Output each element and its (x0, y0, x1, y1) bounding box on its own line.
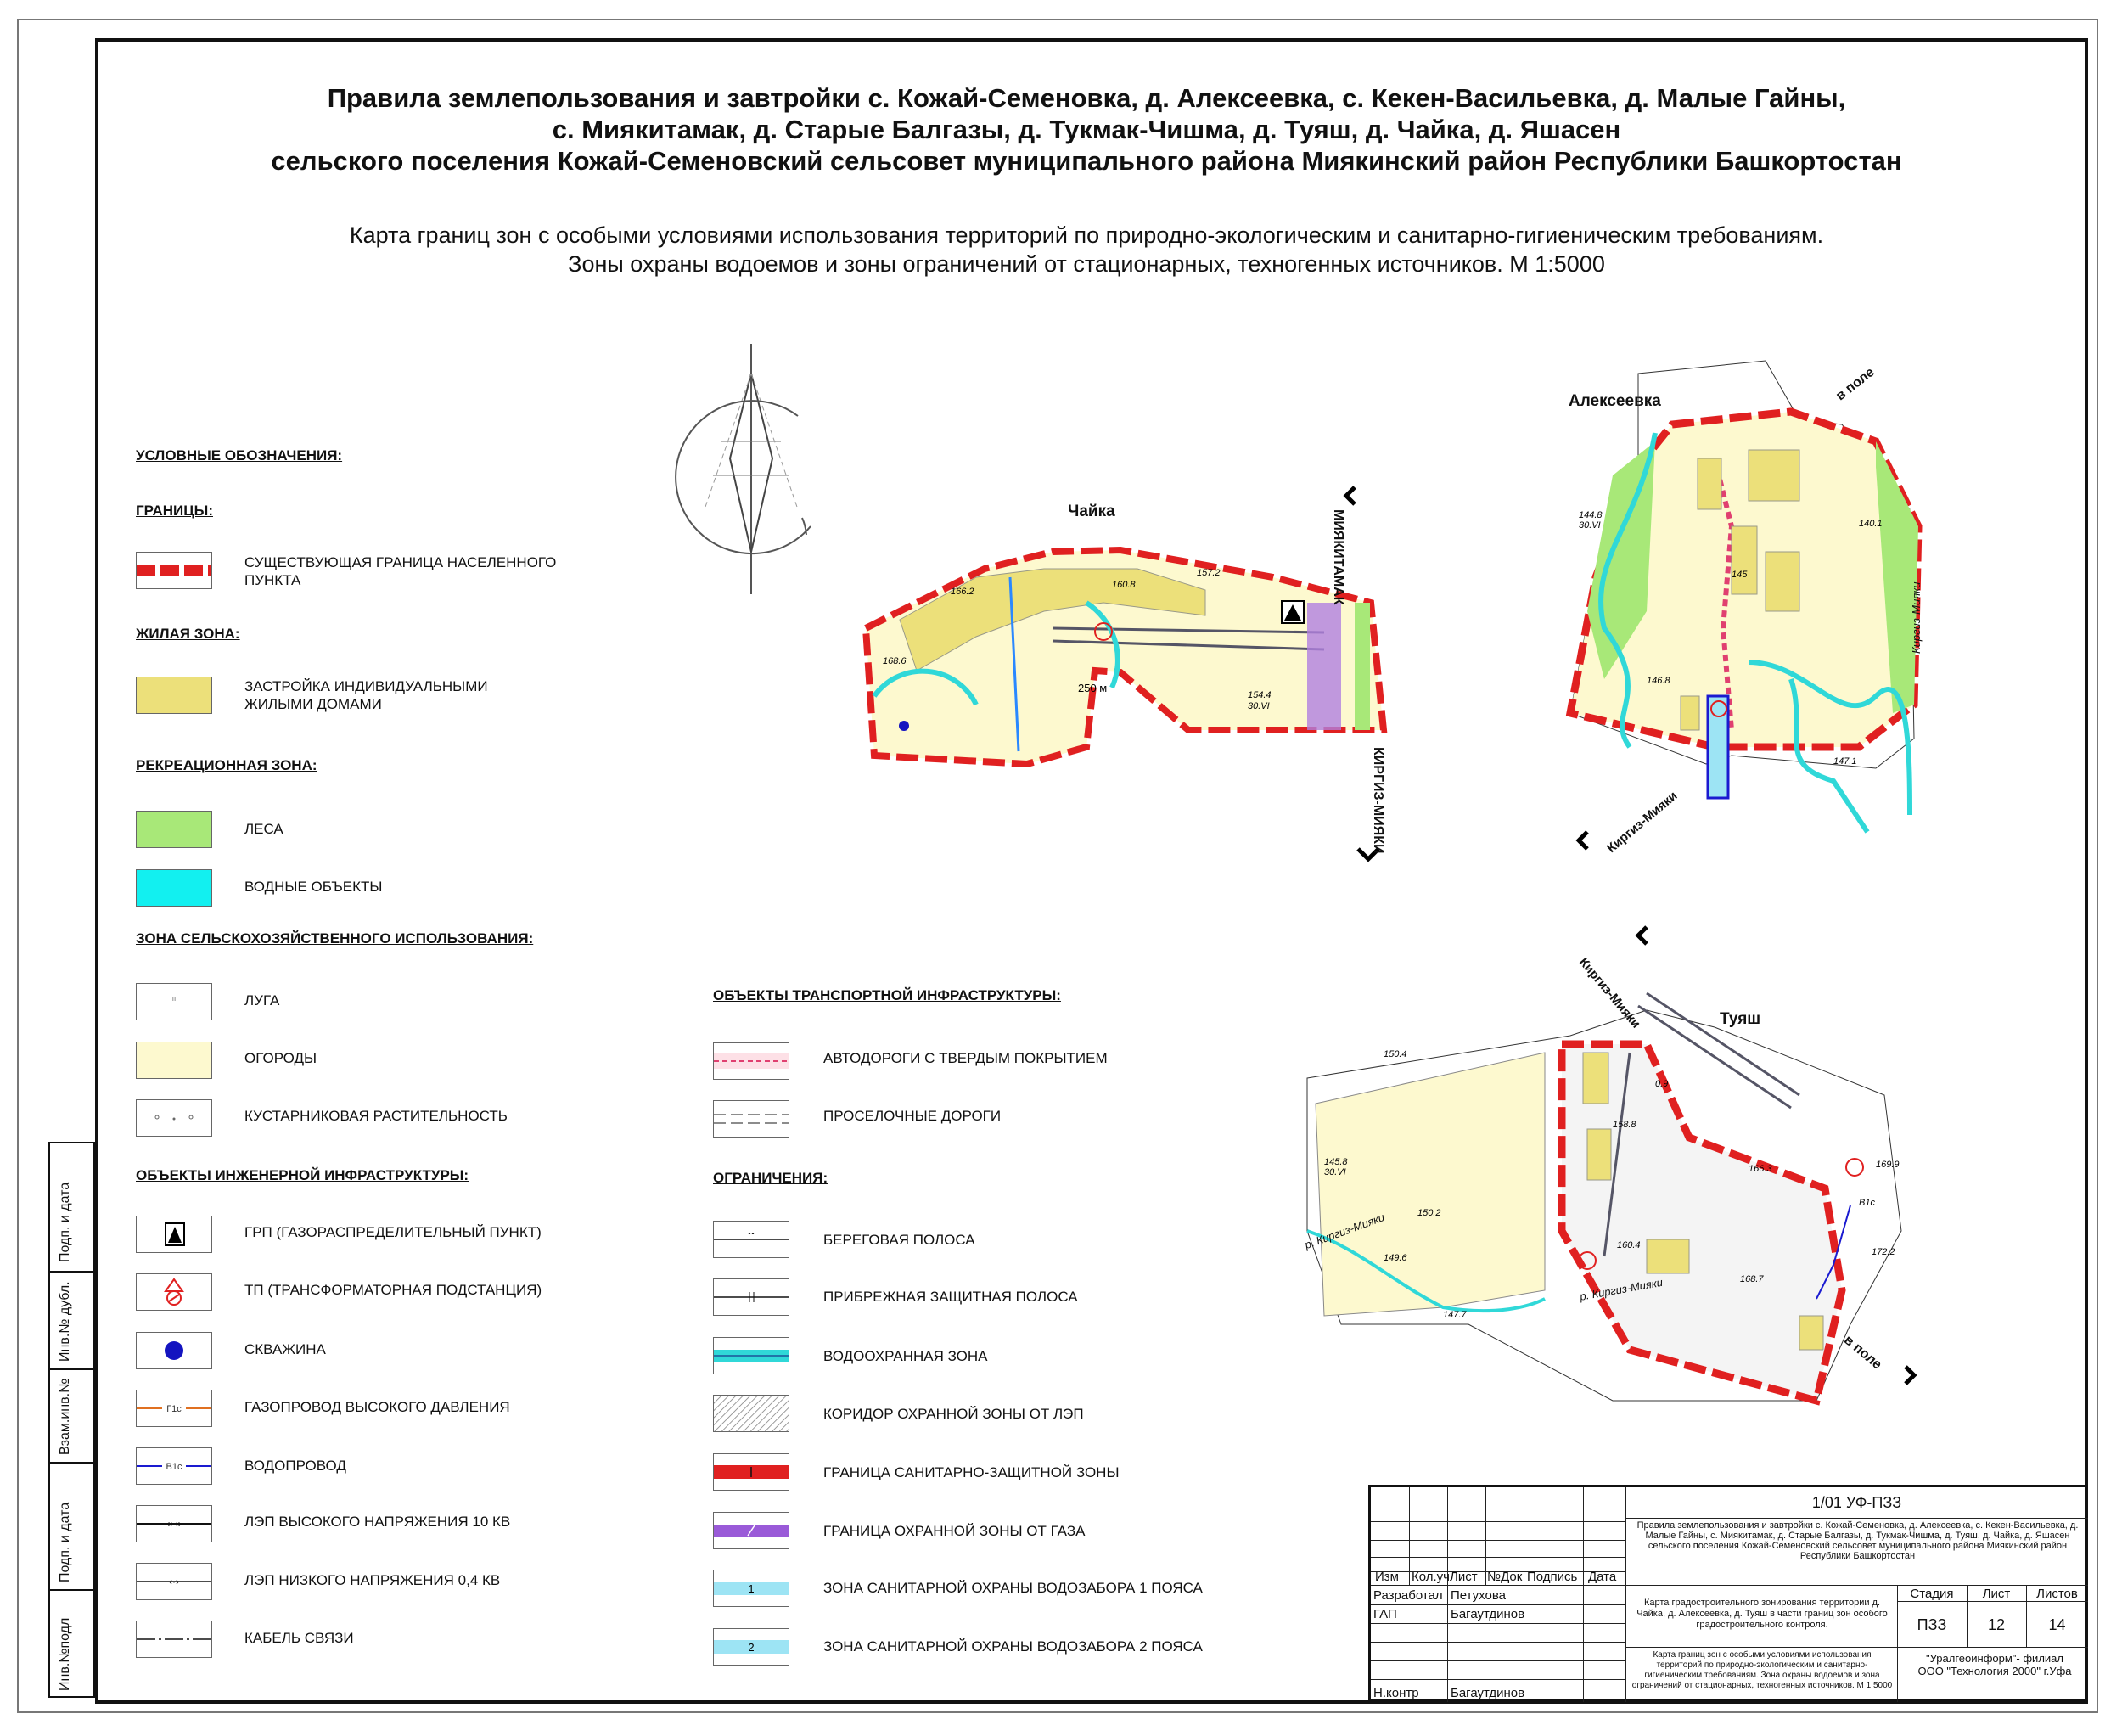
side-label-2: Подп. и дата (58, 1502, 72, 1582)
side-label-4: Инв.№ дубл. (58, 1281, 72, 1362)
legend-coastal-label: ПРИБРЕЖНАЯ ЗАЩИТНАЯ ПОЛОСА (823, 1289, 1078, 1305)
legend-waterzone-label: ВОДООХРАННАЯ ЗОНА (823, 1348, 988, 1364)
legend-tp-label: ТП (ТРАНСФОРМАТОРНАЯ ПОДСТАНЦИЯ) (244, 1282, 542, 1298)
map-chaika-dist: 250 м (1078, 682, 1108, 694)
map-chaika-elev4: 168.6 (883, 656, 907, 666)
legend-swatch-dirt (713, 1100, 789, 1138)
legend-agri-heading: ЗОНА СЕЛЬСКОХОЗЯЙСТВЕННОГО ИСПОЛЬЗОВАНИЯ: (136, 930, 534, 947)
legend-transport-heading: ОБЪЕКТЫ ТРАНСПОРТНОЙ ИНФРАСТРУКТУРЫ: (713, 987, 1061, 1003)
legend-water-code: В1с (166, 1462, 182, 1472)
side-cell-5 (50, 1143, 93, 1271)
stamp-stage: ПЗЗ (1917, 1616, 1947, 1633)
legend-swatch-zone2 (713, 1628, 789, 1666)
map-tuyash-elev4: 149.6 (1384, 1253, 1407, 1263)
legend-swatch-garden (136, 1042, 212, 1079)
map-alekseevka-elev1-date: 30.VI (1579, 520, 1601, 531)
subtitle-line-2: Зоны охраны водоемов и зоны ограничений от стационарных, техногенных источников. М 1:5000 (568, 251, 1605, 277)
map-alekseevka-elev2: 140.1 (1859, 519, 1883, 529)
legend-swatch-lep-corridor (713, 1395, 789, 1432)
legend-swatch-waterzone (713, 1337, 789, 1374)
legend-swatch-meadow (136, 983, 212, 1020)
legend-watersupply-label: ВОДОПРОВОД (244, 1458, 346, 1474)
side-cell-2 (50, 1462, 93, 1591)
legend-swatch-zone1 (713, 1570, 789, 1607)
legend-swatch-shrub (136, 1099, 212, 1137)
map-chaika-elev1: 166.2 (951, 587, 974, 597)
legend-lep-corridor-label: КОРИДОР ОХРАННОЙ ЗОНЫ ОТ ЛЭП (823, 1406, 1084, 1422)
side-label-5: Подп. и дата (58, 1182, 72, 1262)
side-cell-1 (50, 1589, 93, 1698)
legend-swatch-sanitary (713, 1453, 789, 1491)
legend-swatch-residential (136, 677, 212, 714)
side-label-3: Взам.инв.№ (58, 1378, 72, 1455)
title-line-2: с. Миякитамак, д. Старые Балгазы, д. Тукмак-Чишма, д. Туяш, д. Чайка, д. Яшасен (552, 115, 1621, 144)
legend-water-label: ВОДНЫЕ ОБЪЕКТЫ (244, 879, 383, 895)
map-tuyash-elev3: 150.2 (1417, 1208, 1441, 1218)
stamp-name-2: Багаутдинов (1451, 1607, 1525, 1621)
legend-zone1-label: ЗОНА САНИТАРНОЙ ОХРАНЫ ВОДОЗАБОРА 1 ПОЯСА (823, 1580, 1203, 1596)
map-alekseevka-road-side: Киргиз-Мияки (1910, 581, 1923, 654)
map-tuyash-elev7: 169.9 (1876, 1160, 1900, 1170)
legend-shrub-label: КУСТАРНИКОВАЯ РАСТИТЕЛЬНОСТЬ (244, 1108, 508, 1124)
stamp-list-header: Лист (1982, 1587, 2011, 1601)
map-alekseevka (1553, 357, 1935, 857)
legend-swatch-coastal (713, 1278, 789, 1316)
legend-swatch-well (136, 1332, 212, 1369)
map-chaika-road-kirgiz: КИРГИЗ-МИЯКИ (1371, 747, 1385, 854)
stamp-desc: Правила землепользования и завтройки с. Кожай-Семеновка, д. Алексеевка, с. Кекен-Васильевка, д. Малые Гайны, с. Миякитамак, д. Старые Балгазы, д. Тукмак-Чишма, д. Туяш, д. Чайка, д. Яшасен сельского поселения Кожай-Семеновский сельсовет муниципального района Миякинский район Республики Башкортостан (1636, 1520, 2079, 1561)
stamp-lists-header: Листов (2036, 1587, 2078, 1601)
title-block (1368, 1485, 2088, 1702)
stamp-h-izm: Изм (1375, 1570, 1399, 1584)
legend-grp-label: ГРП (ГАЗОРАСПРЕДЕЛИТЕЛЬНЫЙ ПУНКТ) (244, 1224, 542, 1240)
legend-zone1-num: 1 (748, 1582, 755, 1595)
compass-rose (671, 340, 840, 603)
map-tuyash-elev6: 166.3 (1749, 1164, 1772, 1174)
map-tuyash-elev2: 145.8 (1324, 1157, 1348, 1167)
legend-swatch-paved (713, 1042, 789, 1080)
stamp-lists: 14 (2048, 1616, 2066, 1633)
legend-swatch-lep-low (136, 1563, 212, 1600)
stamp-org: "Уралгеоинформ"- филиал ООО "Технология 2000" г.Уфа (1917, 1652, 2072, 1677)
legend-gas-code: Г1с (166, 1404, 182, 1414)
svg-text:‹·›: ‹·› (169, 1576, 179, 1587)
legend-zone2-label: ЗОНА САНИТАРНОЙ ОХРАНЫ ВОДОЗАБОРА 2 ПОЯСА (823, 1638, 1203, 1655)
legend-meadow-label: ЛУГА (244, 992, 280, 1008)
title-line-3: сельского поселения Кожай-Семеновский сельсовет муниципального района Миякинский район Республики Башкортостан (271, 146, 1902, 176)
stamp-code: 1/01 УФ-ПЗЗ (1811, 1494, 1902, 1511)
stamp-h-list: Лист (1450, 1570, 1478, 1584)
legend-swatch-watersupply (136, 1447, 212, 1485)
legend-border-label: СУЩЕСТВУЮЩАЯ ГРАНИЦА НАСЕЛЕННОГО ПУНКТА (244, 554, 557, 588)
legend-swatch-water (136, 869, 212, 907)
map-tuyash-to-field: в поле (1841, 1333, 1884, 1373)
stamp-h-sign: Подпись (1527, 1570, 1578, 1584)
legend-cable-label: КАБЕЛЬ СВЯЗИ (244, 1630, 354, 1646)
stamp-name-3: Багаутдинов (1451, 1686, 1525, 1700)
map-tuyash-date: 30.VI (1324, 1167, 1346, 1177)
map-chaika-elev3: 154.4 (1248, 690, 1272, 700)
svg-text:ıı: ıı (171, 995, 177, 1003)
map-alekseevka-elev4: 146.8 (1647, 676, 1670, 686)
subtitle-line-1: Карта границ зон с особыми условиями использования территорий по природно-экологическим и санитарно-гигиеническим требованиям. (349, 222, 1824, 248)
map-tuyash-name: Туяш (1720, 1010, 1761, 1028)
map-alekseevka-road: Киргиз-Мияки (1604, 789, 1681, 857)
map-tuyash-water-code: В1с (1859, 1198, 1875, 1208)
title-line-1: Правила землепользования и завтройки с. Кожай-Семеновка, д. Алексеевка, с. Кекен-Васильевка, д. Малые Гайны, (327, 83, 1846, 113)
legend-gas-zone-label: ГРАНИЦА ОХРАННОЙ ЗОНЫ ОТ ГАЗА (823, 1523, 1086, 1539)
legend-forest-label: ЛЕСА (244, 821, 283, 837)
map-alekseevka-elev3: 147.1 (1833, 756, 1857, 767)
map-alekseevka-name: Алексеевка (1569, 392, 1661, 410)
stamp-name-1: Петухова (1451, 1588, 1506, 1603)
side-stamp (48, 1142, 95, 1698)
legend-swatch-gas-zone (713, 1512, 789, 1549)
stamp-sheet-title: Карта градостроительного зонирования территории д. Чайка, д. Алексеевка, д. Туяш в части границ зон особого градостроительного контроля. (1636, 1598, 1888, 1630)
stamp-role-1: Разработал (1373, 1588, 1443, 1603)
legend-swatch-cable (136, 1621, 212, 1658)
map-chaika-name: Чайка (1068, 503, 1115, 520)
stamp-role-3: Н.контр (1373, 1686, 1419, 1700)
legend-engineering-heading: ОБЪЕКТЫ ИНЖЕНЕРНОЙ ИНФРАСТРУКТУРЫ: (136, 1167, 469, 1183)
map-tuyash-small: 0.9 (1655, 1079, 1669, 1089)
legend-swatch-tp (136, 1273, 212, 1311)
legend-lep-low-label: ЛЭП НИЗКОГО НАПРЯЖЕНИЯ 0,4 КВ (244, 1572, 501, 1588)
stamp-stage-header: Стадия (1910, 1587, 1954, 1601)
map-alekseevka-to-field: в поле (1833, 364, 1878, 404)
map-tuyash-elev11: 158.8 (1613, 1120, 1636, 1130)
stamp-h-date: Дата (1588, 1570, 1617, 1584)
legend-paved-label: АВТОДОРОГИ С ТВЕРДЫМ ПОКРЫТИЕМ (823, 1050, 1108, 1066)
legend-residential-label: ЗАСТРОЙКА ИНДИВИДУАЛЬНЫМИ ЖИЛЫМИ ДОМАМИ (244, 678, 488, 712)
legend-recreation-heading: РЕКРЕАЦИОННАЯ ЗОНА: (136, 757, 317, 773)
legend-swatch-forest (136, 811, 212, 848)
legend-restrictions-heading: ОГРАНИЧЕНИЯ: (713, 1170, 828, 1186)
legend-residential-heading: ЖИЛАЯ ЗОНА: (136, 626, 240, 642)
legend-zone2-num: 2 (748, 1641, 755, 1654)
svg-text:ˇˇ: ˇˇ (748, 1231, 755, 1243)
map-tuyash-elev8: 172.2 (1872, 1247, 1895, 1257)
map-tuyash-river-1: р. Киргиз-Мияки (1303, 1211, 1387, 1252)
map-chaika-elev5: 160.8 (1112, 580, 1136, 590)
legend-well-label: СКВАЖИНА (244, 1341, 326, 1357)
side-label-1: Инв.№подл (58, 1617, 72, 1691)
map-chaika-elev3-date: 30.VI (1248, 701, 1270, 711)
legend-lep-high-label: ЛЭП ВЫСОКОГО НАПРЯЖЕНИЯ 10 КВ (244, 1514, 511, 1530)
legend-swatch-grp (136, 1216, 212, 1253)
legend-gas-label: ГАЗОПРОВОД ВЫСОКОГО ДАВЛЕНИЯ (244, 1399, 510, 1415)
side-cell-3 (50, 1368, 93, 1464)
map-chaika-road-miyakitamak: МИЯКИТАМАК (1331, 509, 1345, 605)
legend-heading: УСЛОВНЫЕ ОБОЗНАЧЕНИЯ: (136, 447, 343, 463)
map-tuyash-elev1: 150.4 (1384, 1049, 1407, 1059)
stamp-h-doc: №Док (1487, 1570, 1523, 1584)
legend-sanitary-label: ГРАНИЦА САНИТАРНО-ЗАЩИТНОЙ ЗОНЫ (823, 1464, 1120, 1480)
side-cell-4 (50, 1271, 93, 1370)
map-alekseevka-elev1: 144.8 (1579, 510, 1603, 520)
map-tuyash-road: Киргиз-Мияки (1575, 955, 1643, 1031)
stamp-map-desc: Карта границ зон с особыми условиями использования территорий по природно-экологическим и санитарно-гигиеническим требованиям. Зона охраны водоемов и зона ограничений от стационарных, техногенных источников. М 1:5000 (1631, 1650, 1893, 1690)
map-alekseevka-elev5: 145 (1732, 570, 1748, 580)
stamp-role-2: ГАП (1373, 1607, 1397, 1621)
stamp-h-kol: Кол.уч (1412, 1570, 1450, 1584)
legend-shore-label: БЕРЕГОВАЯ ПОЛОСА (823, 1232, 975, 1248)
legend-dirt-label: ПРОСЕЛОЧНЫЕ ДОРОГИ (823, 1108, 1002, 1124)
legend-swatch-gas (136, 1390, 212, 1427)
map-tuyash-river-2: р. Киргиз-Мияки (1579, 1275, 1664, 1303)
legend-swatch-shore (713, 1221, 789, 1258)
map-tuyash-elev10: 160.4 (1617, 1240, 1641, 1250)
stamp-list: 12 (1987, 1616, 2006, 1633)
map-chaika-elev2: 157.2 (1197, 568, 1221, 578)
legend-swatch-lep-high (136, 1505, 212, 1542)
legend-borders-heading: ГРАНИЦЫ: (136, 503, 213, 519)
map-tuyash (1290, 925, 1918, 1418)
map-tuyash-elev9: 168.7 (1740, 1274, 1764, 1284)
legend-swatch-border (136, 552, 212, 589)
svg-text:«·»: «·» (166, 1518, 182, 1530)
map-tuyash-elev5: 147.7 (1443, 1310, 1467, 1320)
legend-garden-label: ОГОРОДЫ (244, 1050, 317, 1066)
